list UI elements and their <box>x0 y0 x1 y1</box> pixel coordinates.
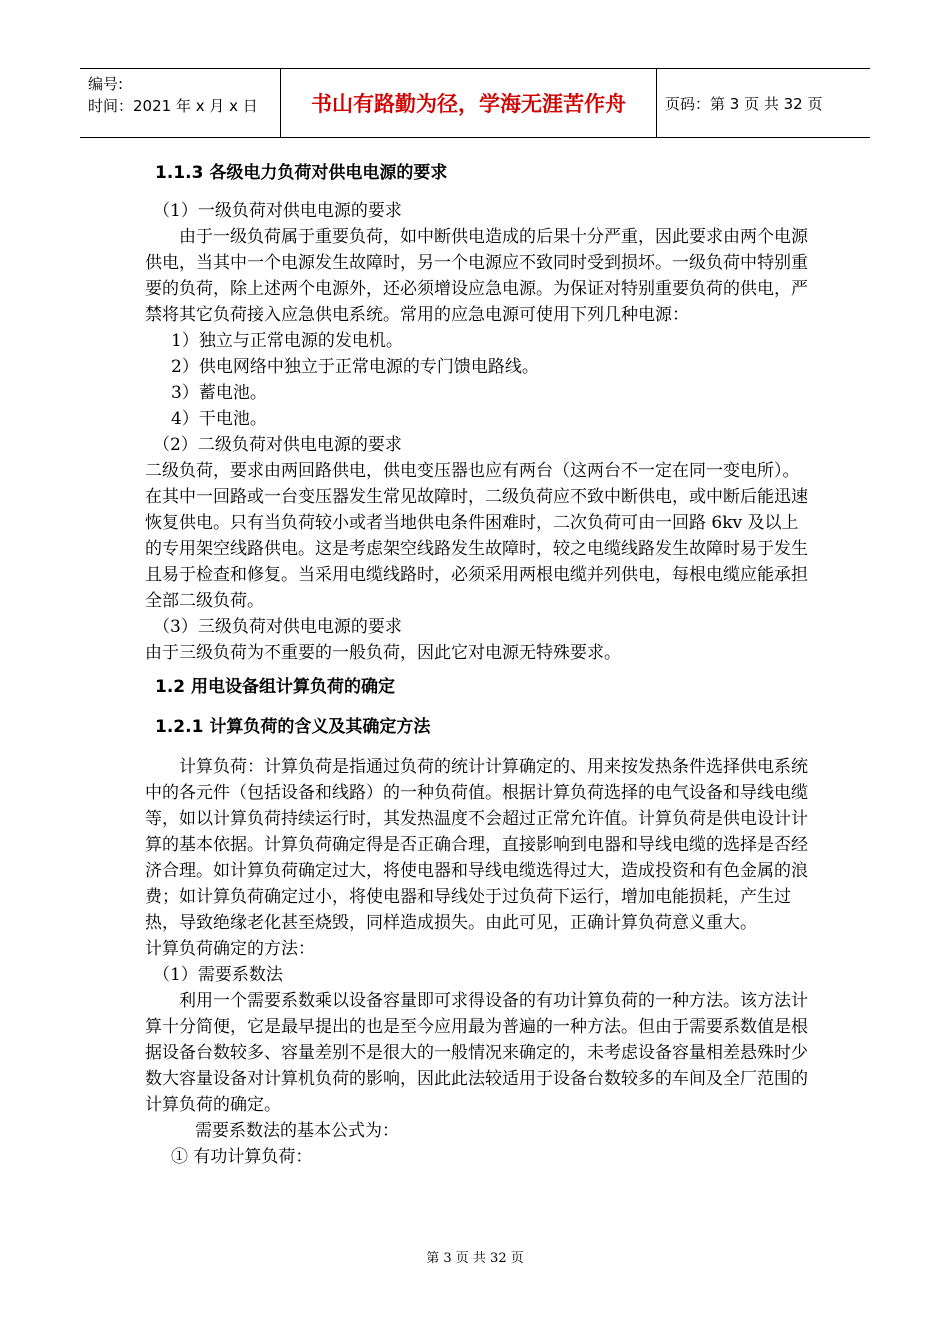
header-meta <box>80 69 281 137</box>
page-header <box>80 68 870 138</box>
document-body <box>145 156 815 1170</box>
paragraph-secondary-load: 二级负荷，要求由两回路供电，供电变压器也应有两台（这两台不一定在同一变电所）。在其中一回路或一台变压器发生常见故障时，二级负荷应不致中断供电，或中断后能迅速恢复供电。只有当负荷较小或者当地供电条件困难时，二次负荷可由一回路 6kv 及以上的专用架空线路供电。这是考虑架空线路发生故障时，较之电缆线路发生故障时易于发生且易于检查和修复。当采用电缆线路时，必须采用两根电缆并列供电，每根电缆应能承担全部二级负荷。 <box>145 461 808 611</box>
subsection-title-secondary-load: （2）二级负荷对供电电源的要求 <box>153 435 402 455</box>
header-motto-cell <box>281 69 657 137</box>
paragraph-calculated-load: 计算负荷：计算负荷是指通过负荷的统计计算确定的、用来按发热条件选择供电系统中的各元件（包括设备和线路）的一种负荷值。根据计算负荷选择的电气设备和导线电缆等，如以计算负荷持续运行时，其发热温度不会超过正常允许值。计算负荷是供电设计计算的基本依据。计算负荷确定得是否正确合理，直接影响到电器和导线电缆的选择是否经济合理。如计算负荷确定过大，将使电器和导线电缆选得过大，造成投资和有色金属的浪费；如计算负荷确定过小，将使电器和导线处于过负荷下运行，增加电能损耗，产生过热，导致绝缘老化甚至烧毁，同样造成损失。由此可见，正确计算负荷意义重大。 <box>145 757 808 933</box>
subsection-title-demand-factor: （1）需要系数法 <box>153 965 283 985</box>
paragraph-demand-factor: 利用一个需要系数乘以设备容量即可求得设备的有功计算负荷的一种方法。该方法计算十分简便，它是最早提出的也是至今应用最为普遍的一种方法。但由于需要系数值是根据设备台数较多、容量差别不是很大的一般情况来确定的，未考虑设备容量相差悬殊时少数大容量设备对计算机负荷的影响，因此此法较适用于设备台数较多的车间及全厂范围的计算负荷的确定。 <box>145 991 808 1115</box>
document-number-label: 编号: <box>88 75 124 93</box>
subsection-title-primary-load: （1）一级负荷对供电电源的要求 <box>153 201 402 221</box>
formula-label: 需要系数法的基本公式为： <box>195 1121 399 1141</box>
list-item: 1）独立与正常电源的发电机。 <box>171 331 403 351</box>
list-item: 4）干电池。 <box>171 409 267 429</box>
active-load-label: ① 有功计算负荷： <box>171 1147 313 1167</box>
section-heading-1-2-1: 1.2.1 计算负荷的含义及其确定方法 <box>155 717 431 737</box>
header-page-cell <box>657 69 870 137</box>
list-item: 2）供电网络中独立于正常电源的专门馈电路线。 <box>171 357 539 377</box>
header-motto: 书山有路勤为径，学海无涯苦作舟 <box>311 92 626 116</box>
subsection-title-tertiary-load: （3）三级负荷对供电电源的要求 <box>153 617 402 637</box>
list-item: 3）蓄电池。 <box>171 383 267 403</box>
method-label: 计算负荷确定的方法： <box>145 939 315 959</box>
paragraph-primary-load: 由于一级负荷属于重要负荷，如中断供电造成的后果十分严重，因此要求由两个电源供电，当其中一个电源发生故障时，另一个电源应不致同时受到损坏。一级负荷中特别重要的负荷，除上述两个电源外，还必须增设应急电源。为保证对特别重要负荷的供电，严禁将其它负荷接入应急供电系统。常用的应急电源可使用下列几种电源： <box>145 227 808 325</box>
paragraph-tertiary-load: 由于三级负荷为不重要的一般负荷，因此它对电源无特殊要求。 <box>145 643 621 663</box>
document-date-label: 时间：2021 年 x 月 x 日 <box>88 97 258 115</box>
header-page-label: 页码：第 3 页 共 32 页 <box>665 94 823 113</box>
section-heading-1-1-3: 1.1.3 各级电力负荷对供电电源的要求 <box>155 163 448 183</box>
page-footer: 第 3 页 共 32 页 <box>426 1251 524 1266</box>
section-heading-1-2: 1.2 用电设备组计算负荷的确定 <box>155 677 396 697</box>
